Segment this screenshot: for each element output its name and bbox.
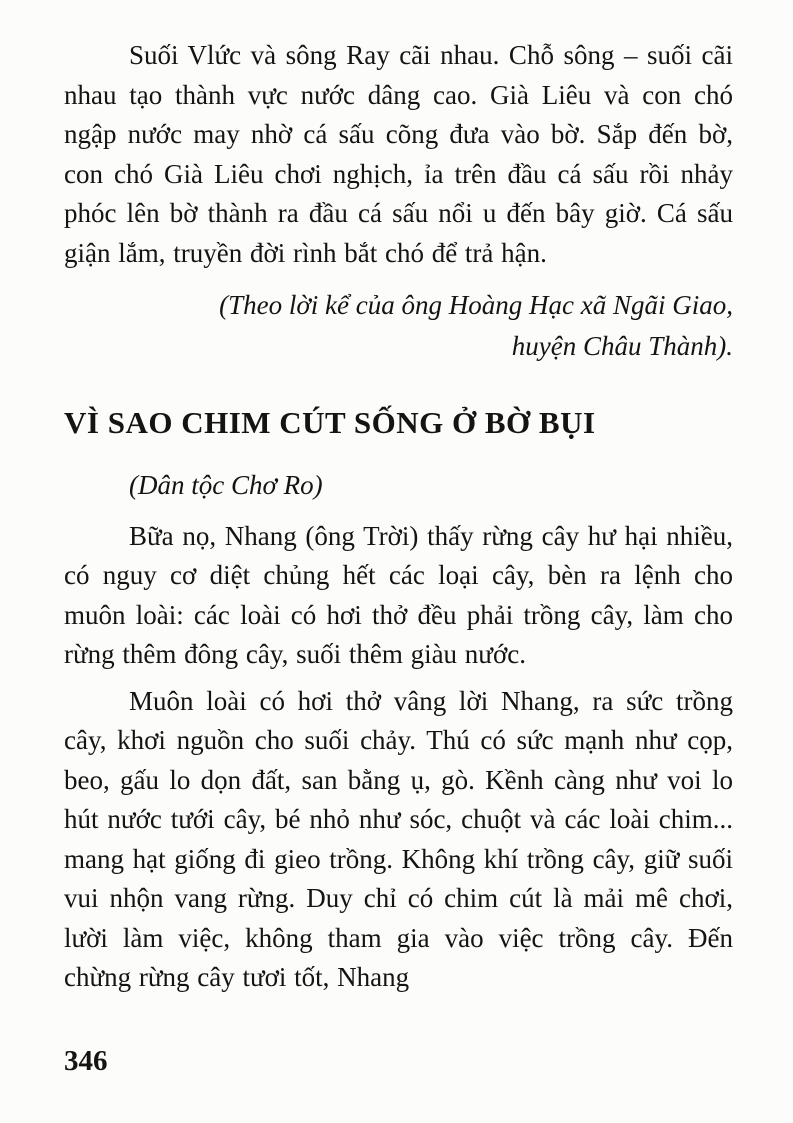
story-title: VÌ SAO CHIM CÚT SỐNG Ở BỜ BỤI [64,405,596,440]
ethnic-group-subtitle: (Dân tộc Chơ Ro) [129,469,323,500]
intro-paragraph: Suối Vlức và sông Ray cãi nhau. Chỗ sông – suối cãi nhau tạo thành vực nước dâng cao. Già Liêu và con chó ngập nước may nhờ cá sấu cõng đưa vào bờ. Sắp đến bờ, con chó Già Liêu chơi nghịch, ỉa trên đầu cá sấu rồi nhảy phóc lên bờ thành ra đầu cá sấu nổi u đến bây giờ. Cá sấu giận lắm, truyền đời rình bắt chó để trả hận. [64,40,733,268]
story-paragraph-1: Bữa nọ, Nhang (ông Trời) thấy rừng cây hư hại nhiều, có nguy cơ diệt chủng hết các loại cây, bèn ra lệnh cho muôn loài: các loài có hơi thở đều phải trồng cây, làm cho rừng thêm đông cây, suối thêm giàu nước. [64,520,733,670]
attribution-line-1: (Theo lời kể của ông Hoàng Hạc xã Ngãi Giao, [219,290,733,320]
attribution [64,285,733,367]
story-paragraph-2: Muôn loài có hơi thở vâng lời Nhang, ra sức trồng cây, khơi nguồn cho suối chảy. Thú có sức mạnh như cọp, beo, gấu lo dọn đất, san bằng ụ, gò. Kềnh càng như voi lo hút nước tưới cây, bé nhỏ như sóc, chuột và các loài chim... mang hạt giống đi gieo trồng. Không khí trồng cây, giữ suối vui nhộn vang rừng. Duy chỉ có chim cút là mải mê chơi, lười làm việc, không tham gia vào việc trồng cây. Đến chừng rừng cây tươi tốt, Nhang [64,685,733,993]
attribution-line-2: huyện Châu Thành). [511,331,733,361]
page-number: 346 [64,1045,108,1077]
